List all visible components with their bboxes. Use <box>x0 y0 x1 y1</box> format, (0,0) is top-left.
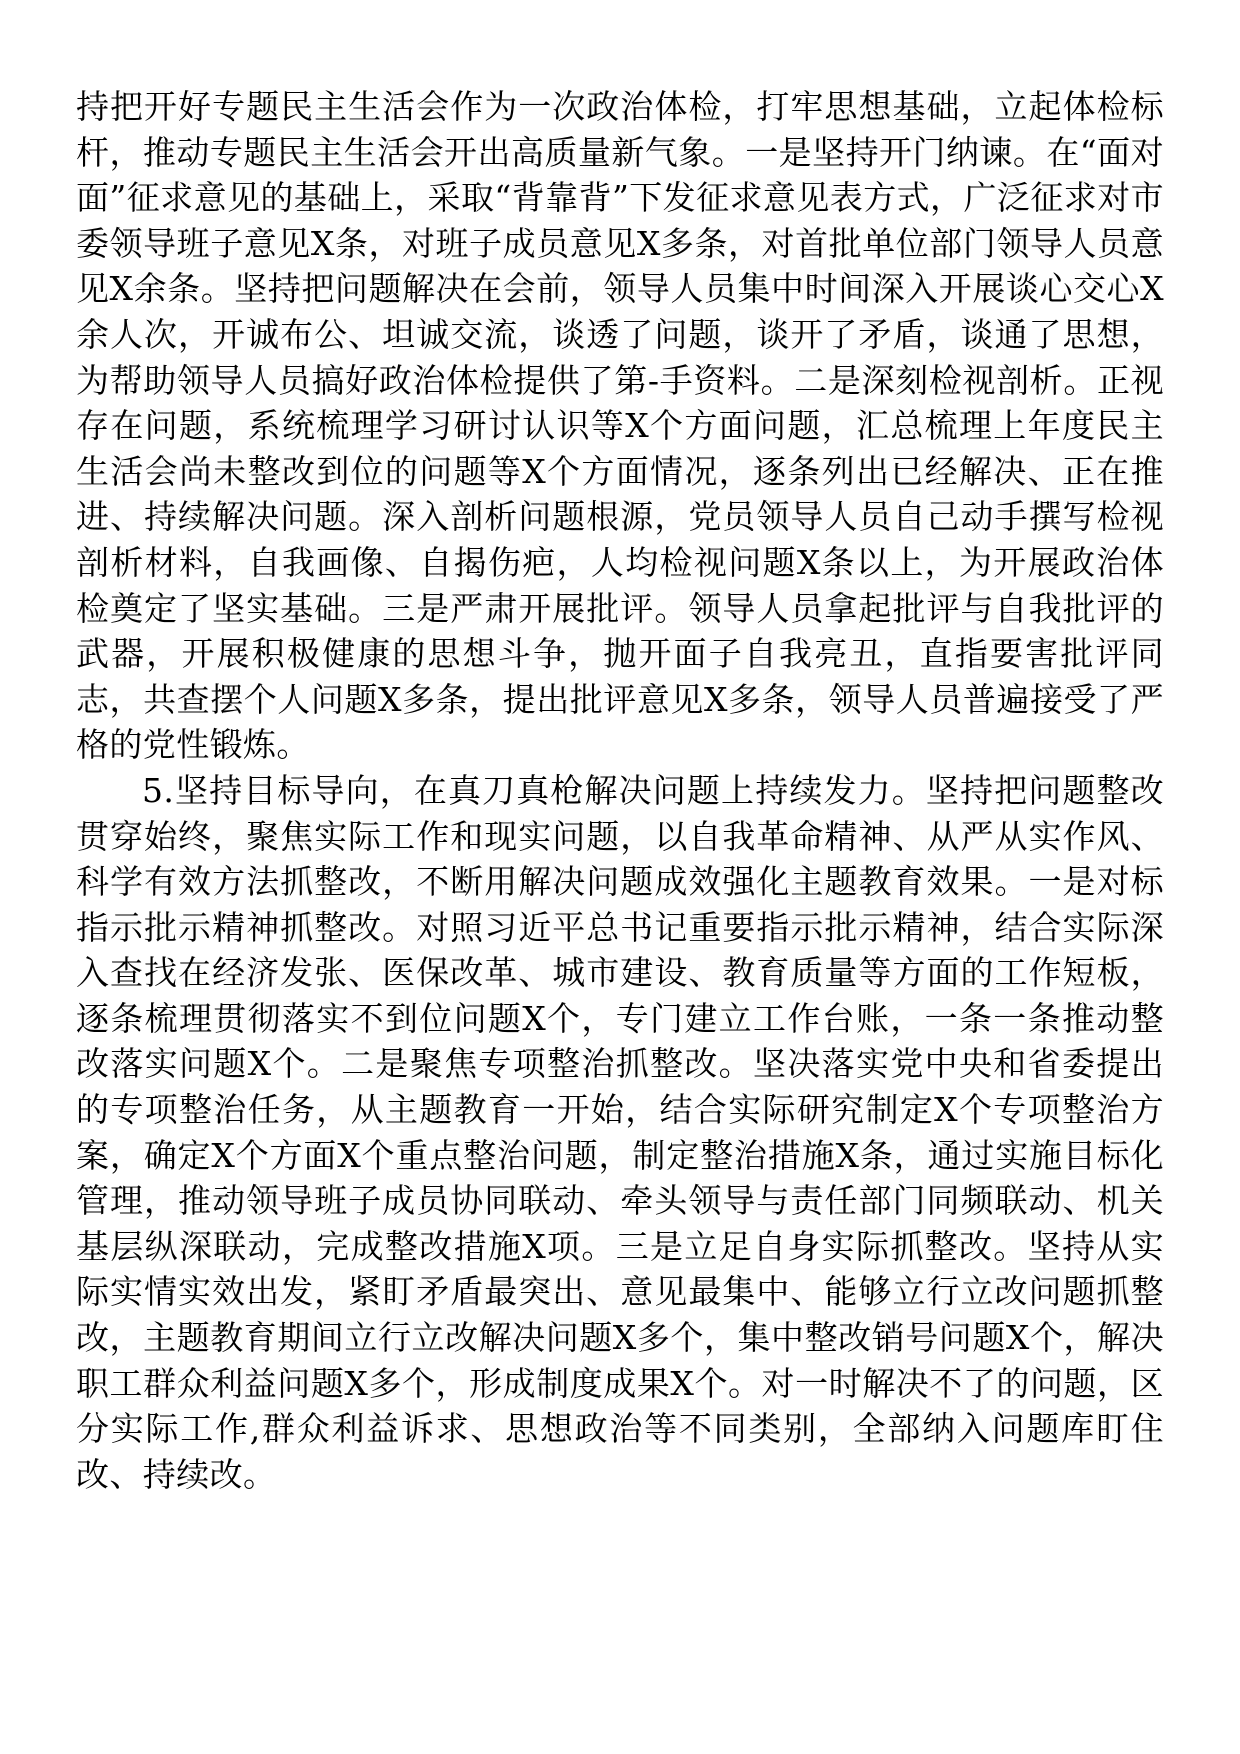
paragraph-continued: 持把开好专题民主生活会作为一次政治体检，打牢思想基础，立起体检标杆，推动专题民主生活会开出高质量新气象。一是坚持开门纳谏。在“面对面”征求意见的基础上，采取“背靠背”下发征求意见表方式，广泛征求对市委领导班子意见X条，对班子成员意见X多条，对首批单位部门领导人员意见X余条。坚持把问题解决在会前，领导人员集中时间深入开展谈心交心X余人次，开诚布公、坦诚交流，谈透了问题，谈开了矛盾，谈通了思想，为帮助领导人员搞好政治体检提供了第-手资料。二是深刻检视剖析。正视存在问题，系统梳理学习研讨认识等X个方面问题，汇总梳理上年度民主生活会尚未整改到位的问题等X个方面情况，逐条列出已经解决、正在推进、持续解决问题。深入剖析问题根源，党员领导人员自己动手撰写检视剖析材料，自我画像、自揭伤疤，人均检视问题X条以上，为开展政治体检奠定了坚实基础。三是严肃开展批评。领导人员拿起批评与自我批评的武器，开展积极健康的思想斗争，抛开面子自我亮丑，直指要害批评同志，共查摆个人问题X多条，提出批评意见X多条，领导人员普遍接受了严格的党性锻炼。 <box>76 87 1164 765</box>
paragraph-item-5: 5.坚持目标导向，在真刀真枪解决问题上持续发力。坚持把问题整改贯穿始终，聚焦实际工作和现实问题，以自我革命精神、从严从实作风、科学有效方法抓整改，不断用解决问题成效强化主题教育效果。一是对标指示批示精神抓整改。对照习近平总书记重要指示批示精神，结合实际深入查找在经济发张、医保改革、城市建设、教育质量等方面的工作短板，逐条梳理贯彻落实不到位问题X个，专门建立工作台账，一条一条推动整改落实问题X个。二是聚焦专项整治抓整改。坚决落实党中央和省委提出的专项整治任务，从主题教育一开始，结合实际研究制定X个专项整治方案，确定X个方面X个重点整治问题，制定整治措施X条，通过实施目标化管理，推动领导班子成员协同联动、牵头领导与责任部门同频联动、机关基层纵深联动，完成整改措施X项。三是立足自身实际抓整改。坚持从实际实情实效出发，紧盯矛盾最突出、意见最集中、能够立行立改问题抓整改，主题教育期间立行立改解决问题X多个，集中整改销号问题X个，解决职工群众利益问题X多个，形成制度成果X个。对一时解决不了的问题，区分实际工作,群众利益诉求、思想政治等不同类别，全部纳入问题库盯住改、持续改。 <box>76 770 1164 1494</box>
document-body <box>76 84 1164 1497</box>
